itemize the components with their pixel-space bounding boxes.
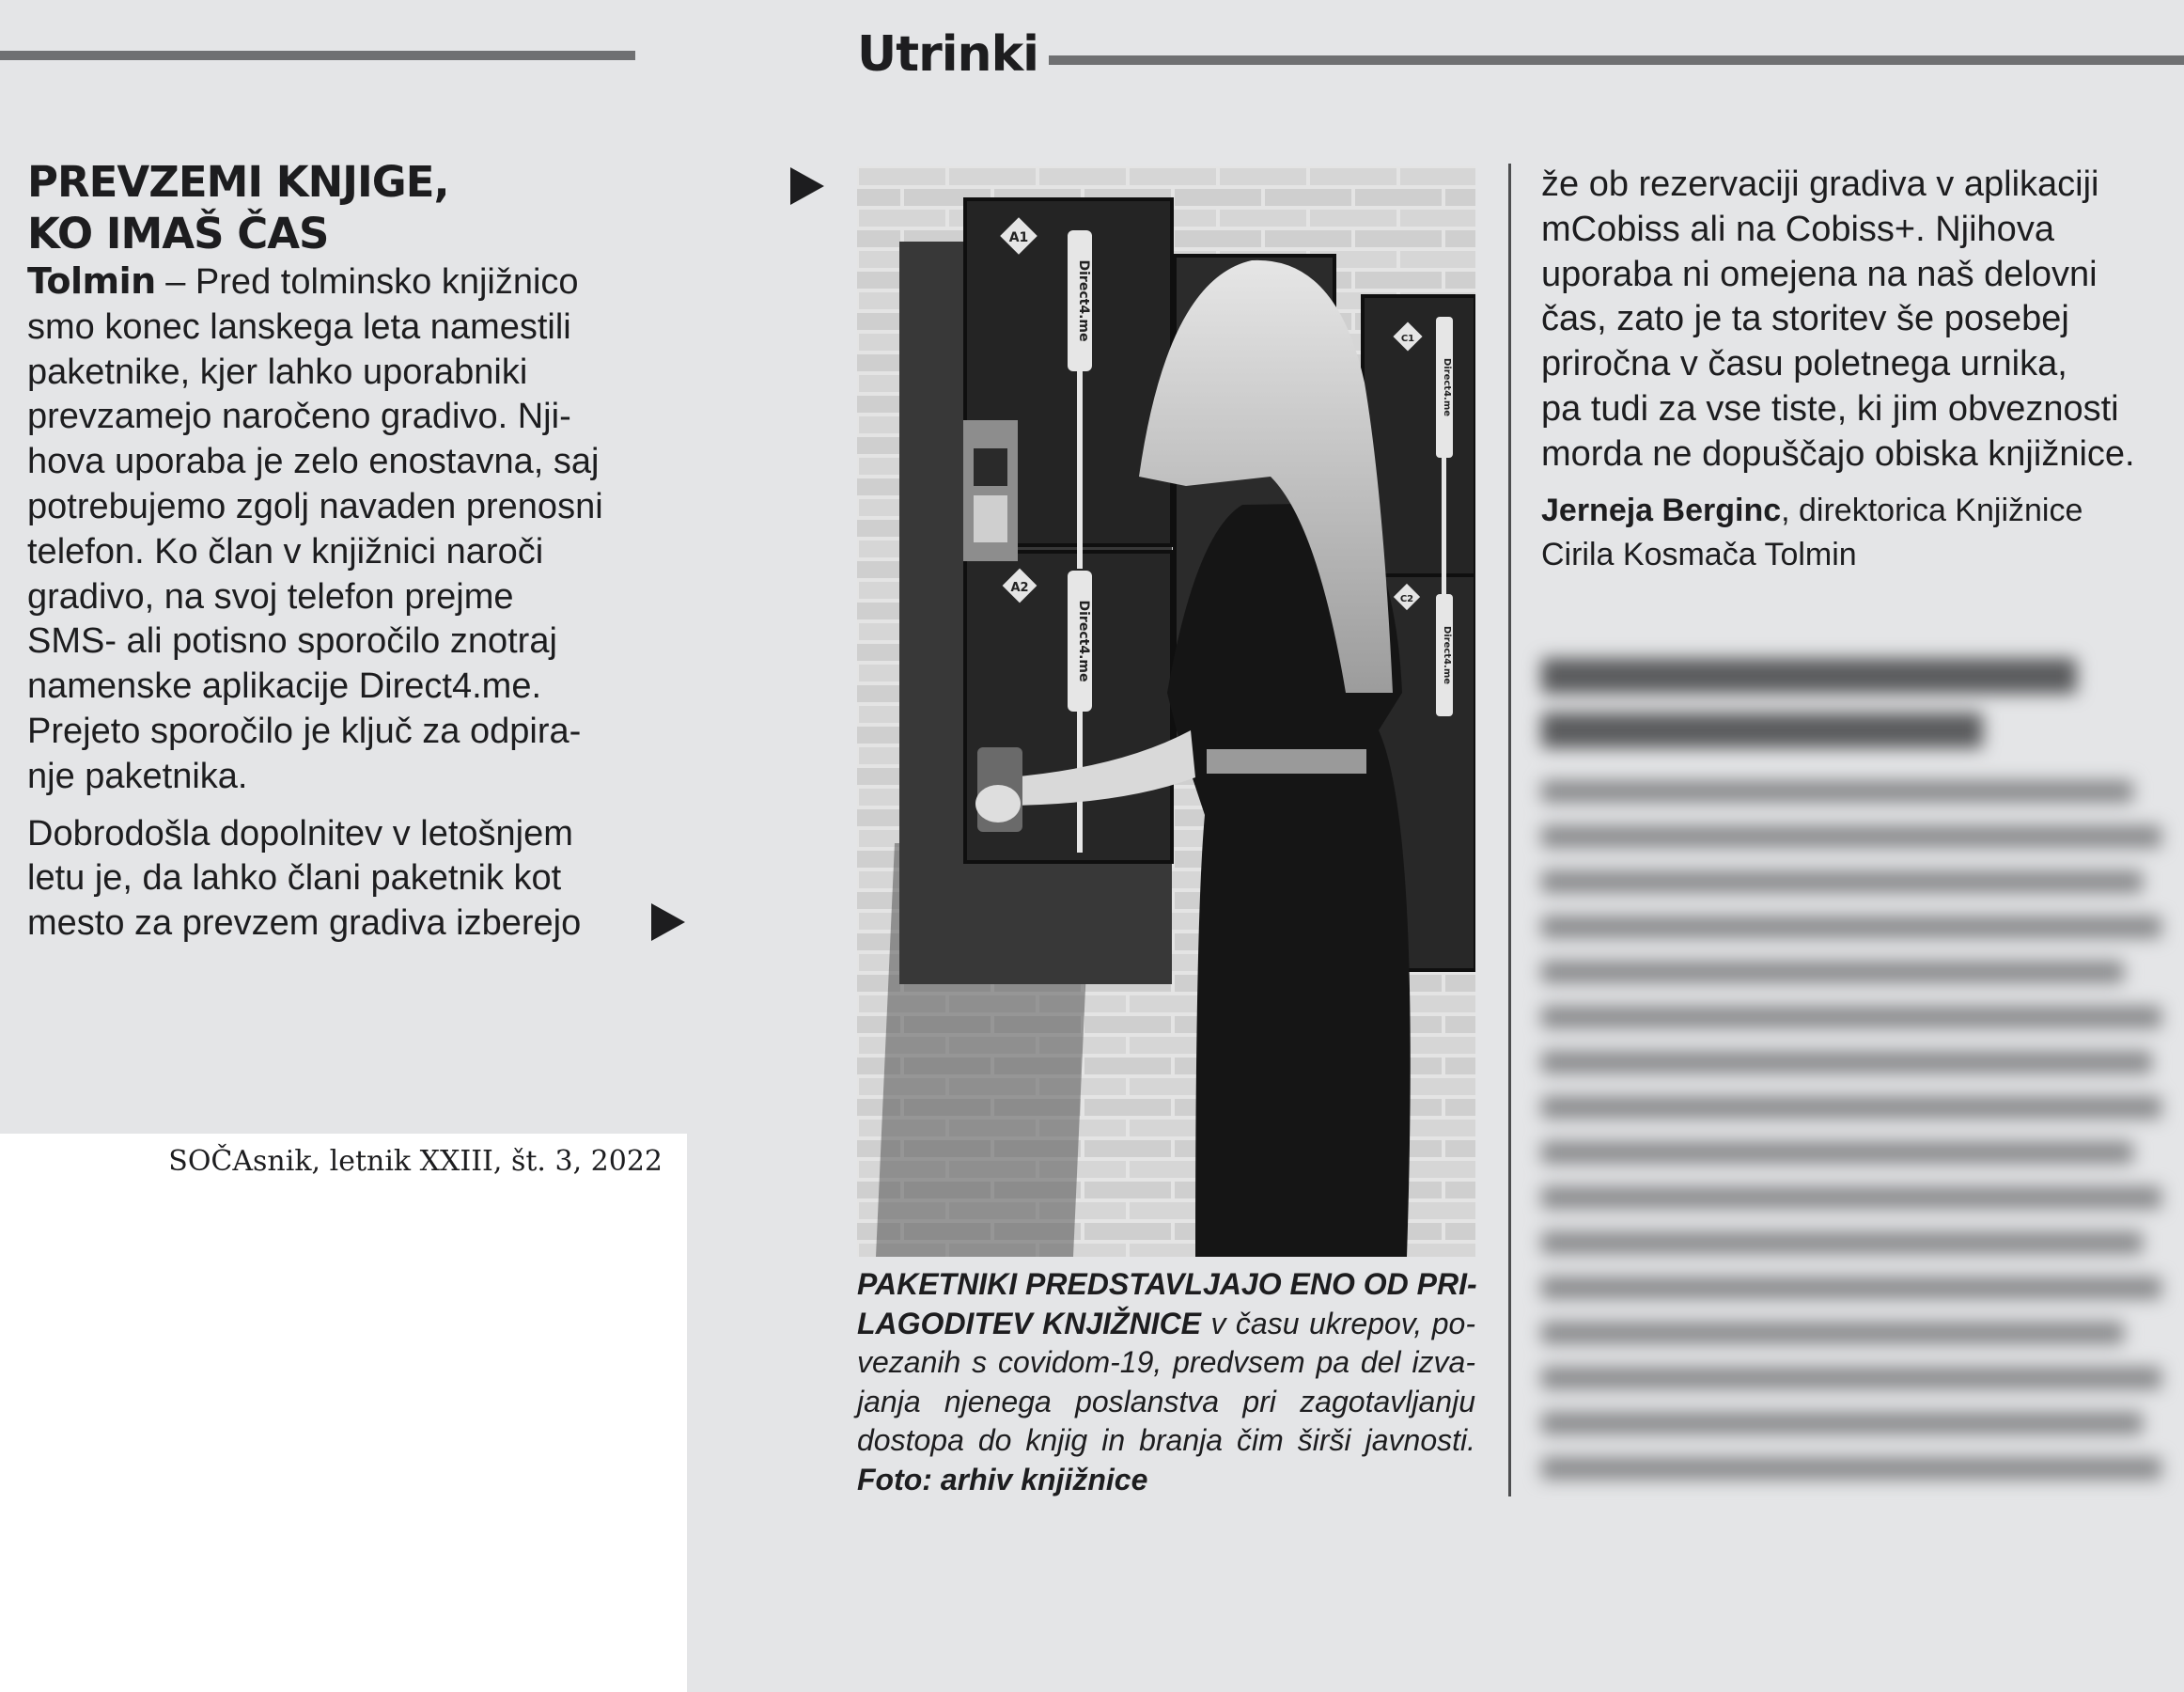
dateline: Tolmin bbox=[27, 260, 156, 302]
text-line: potrebujemo zgolj navaden prenosni bbox=[27, 486, 603, 526]
author-signature bbox=[1541, 489, 2161, 578]
caption-line: dostopa do knjig in branja čim širši javnosti. bbox=[857, 1423, 1475, 1457]
text-line: namenske aplikacije Direct4.me. bbox=[27, 666, 542, 707]
photo-caption bbox=[857, 1265, 1475, 1499]
article-headline bbox=[27, 156, 647, 259]
caption-line bbox=[857, 1461, 1475, 1500]
author-line bbox=[1541, 489, 2161, 534]
text-line: SMS- ali potisno sporočilo znotraj bbox=[27, 621, 557, 662]
locker-brand-label: Direct4.me bbox=[1076, 259, 1091, 342]
text-line: čas, zato je ta storitev še posebej bbox=[1541, 299, 2069, 339]
text-line: hova uporaba je zelo enostavna, saj bbox=[27, 442, 600, 482]
blurred-article bbox=[1541, 649, 2161, 1513]
header-rule-right bbox=[1049, 55, 2184, 65]
caption-text: v času ukrepov, po- bbox=[1201, 1306, 1476, 1340]
headline-line: KO IMAŠ ČAS bbox=[27, 209, 329, 258]
article-left-column bbox=[27, 156, 663, 1178]
locker-label: A1 bbox=[1008, 230, 1029, 245]
section-title: Utrinki bbox=[857, 26, 1038, 83]
article-paragraph-1 bbox=[27, 259, 647, 800]
text-line: morda ne dopuščajo obiska knjižnice. bbox=[1541, 433, 2135, 474]
text-line: uporaba ni omejena na naš delovni bbox=[1541, 254, 2098, 294]
caption-title: LAGODITEV KNJIŽNICE bbox=[857, 1306, 1202, 1340]
locker-brand-label: Direct4.me bbox=[1076, 600, 1091, 682]
caption-line: vezanih s covidom-19, predvsem pa del izva- bbox=[857, 1345, 1475, 1379]
header-rule-left bbox=[0, 51, 635, 60]
text-line: paketnike, kjer lahko uporabniki bbox=[27, 352, 528, 392]
text-line: Prejeto sporočilo je ključ za odpira- bbox=[27, 711, 582, 751]
article-right-column bbox=[1541, 163, 2161, 578]
blank-area bbox=[0, 1134, 687, 1692]
locker-label: A2 bbox=[1010, 581, 1029, 595]
text-line: telefon. Ko član v knjižnici naroči bbox=[27, 531, 544, 572]
author-name: Jerneja Berginc bbox=[1541, 492, 1782, 528]
caption-line bbox=[857, 1305, 1475, 1344]
arrow-marker-icon bbox=[790, 167, 824, 205]
column-divider bbox=[1508, 164, 1511, 1496]
author-role: , direktorica Knjižnice bbox=[1781, 492, 2083, 528]
headline-line: PREVZEMI KNJIGE, bbox=[27, 157, 449, 207]
text-line: priročna v času poletnega urnika, bbox=[1541, 344, 2067, 384]
photo-credit: Foto: arhiv knjižnice bbox=[857, 1462, 1148, 1496]
text-line: nje paketnika. bbox=[27, 756, 248, 796]
caption-line bbox=[857, 1265, 1475, 1305]
text-line: že ob rezervaciji gradiva v aplikaciji bbox=[1541, 164, 2099, 204]
text-line: smo konec lanskega leta namestili bbox=[27, 306, 571, 347]
locker-label: C2 bbox=[1399, 594, 1414, 604]
author-line: Cirila Kosmača Tolmin bbox=[1541, 537, 1857, 573]
text-line: pa tudi za vse tiste, ki jim obveznosti bbox=[1541, 388, 2119, 429]
text-line: mesto za prevzem gradiva izberejo bbox=[27, 903, 582, 944]
locker-label: C1 bbox=[1400, 334, 1415, 344]
caption-line: janja njenega poslanstva pri zagotavljanju bbox=[857, 1384, 1475, 1418]
text-segment: – Pred tolminsko knjižnico bbox=[155, 262, 579, 302]
article-photo bbox=[857, 166, 1475, 1257]
article-paragraph-2 bbox=[27, 812, 647, 947]
text-line: Dobrodošla dopolnitev v letošnjem bbox=[27, 813, 573, 854]
text-line: prevzamejo naročeno gradivo. Nji- bbox=[27, 397, 571, 437]
locker-brand-label: Direct4.me bbox=[1442, 625, 1452, 685]
locker-brand-label: Direct4.me bbox=[1442, 357, 1452, 417]
text-line bbox=[27, 259, 647, 306]
source-citation: SOČAsnik, letnik XXIII, št. 3, 2022 bbox=[168, 1145, 663, 1178]
continue-arrow-icon bbox=[651, 903, 685, 941]
caption-title: PAKETNIKI PREDSTAVLJAJO ENO OD PRI- bbox=[857, 1267, 1477, 1301]
text-line: mCobiss ali na Cobiss+. Njihova bbox=[1541, 209, 2054, 249]
text-line: letu je, da lahko člani paketnik kot bbox=[27, 858, 562, 899]
article-continuation bbox=[1541, 163, 2161, 478]
text-line: gradivo, na svoj telefon prejme bbox=[27, 576, 514, 617]
